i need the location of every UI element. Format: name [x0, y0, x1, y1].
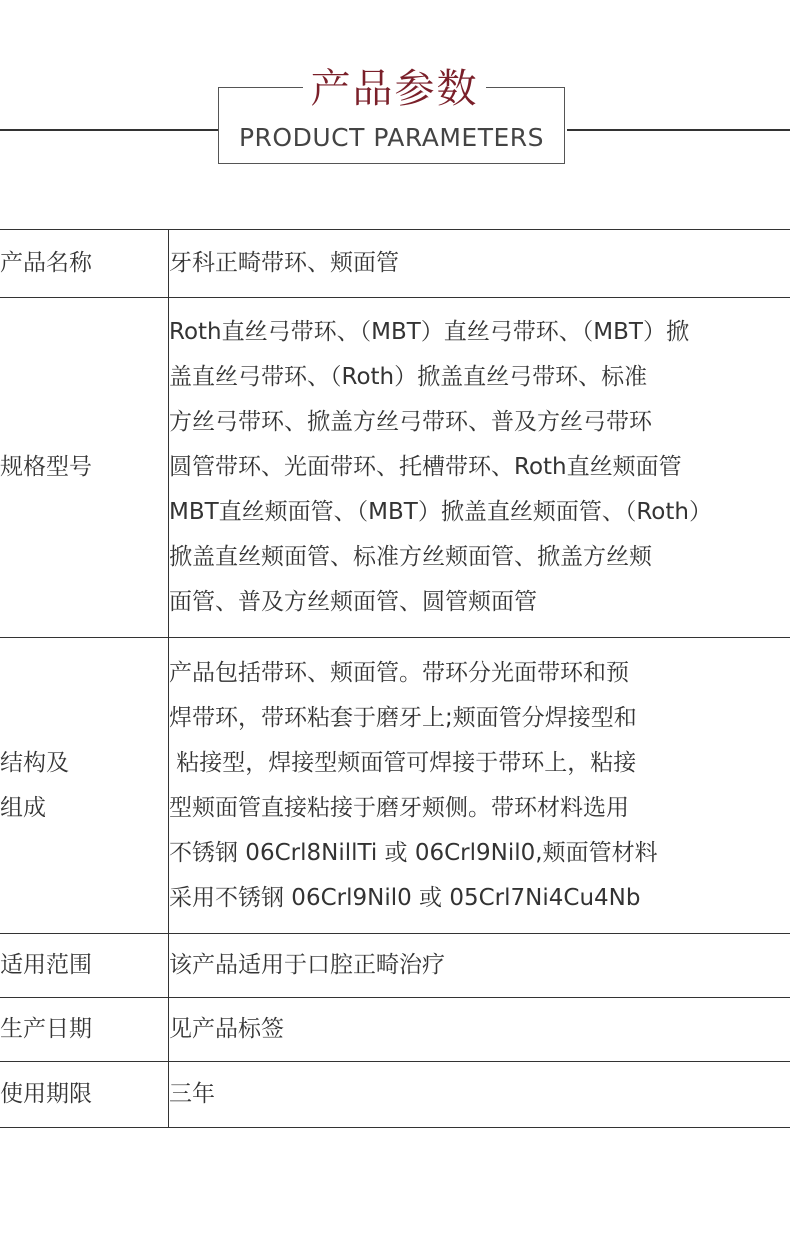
row-value — [169, 638, 790, 934]
row-value — [169, 1062, 790, 1128]
row-label — [0, 230, 169, 298]
row-value — [169, 998, 790, 1062]
row-value-line: 盖直丝弓带环、（Roth）掀盖直丝弓带环、标准 — [169, 364, 648, 390]
row-value — [169, 230, 790, 298]
row-value-line: Roth直丝弓带环、（MBT）直丝弓带环、（MBT）掀 — [169, 319, 689, 345]
row-label — [0, 998, 169, 1062]
row-value-line: 焊带环，带环粘套于磨牙上;颊面管分焊接型和 — [169, 704, 637, 731]
row-label-line: 结构及 — [0, 749, 69, 776]
row-label-line: 组成 — [0, 794, 46, 821]
row-value-line: MBT直丝颊面管、（MBT）掀盖直丝颊面管、（Roth） — [169, 499, 712, 525]
row-label — [0, 638, 169, 934]
row-value — [169, 298, 790, 638]
row-label — [0, 934, 169, 998]
row-label — [0, 298, 169, 638]
table-row-lifetime — [0, 1062, 790, 1128]
row-value-line: 面管、普及方丝颊面管、圆管颊面管 — [169, 589, 537, 615]
row-value-line: 圆管带环、光面带环、托槽带环、Roth直丝颊面管 — [169, 454, 682, 480]
table-row-name — [0, 230, 790, 298]
row-value-line: 三年 — [169, 1081, 215, 1107]
row-value-line: 产品包括带环、颊面管。带环分光面带环和预 — [169, 659, 629, 686]
row-label-line: 使用期限 — [0, 1081, 92, 1107]
page-subtitle: PRODUCT PARAMETERS — [238, 123, 545, 152]
row-value-line: 型颊面管直接粘接于磨牙颊侧。带环材料选用 — [169, 794, 629, 821]
row-label-line: 生产日期 — [0, 1016, 92, 1042]
table-row-specification — [0, 298, 790, 638]
row-label-line: 适用范围 — [0, 952, 92, 978]
table-row-date — [0, 998, 790, 1062]
table-row-structure — [0, 638, 790, 934]
parameters-table — [0, 229, 790, 1128]
row-value-line: 掀盖直丝颊面管、标准方丝颊面管、掀盖方丝颊 — [169, 544, 652, 570]
row-value-line: 该产品适用于口腔正畸治疗 — [169, 952, 445, 978]
header-rule-right — [567, 129, 790, 131]
row-value-line: 采用不锈钢 06Crl9Nil0 或 05Crl7Ni4Cu4Nb — [169, 884, 641, 911]
row-label — [0, 1062, 169, 1128]
header-rule-left — [0, 129, 218, 131]
row-value-line: 不锈钢 06Crl8NillTi 或 06Crl9Nil0,颊面管材料 — [169, 839, 658, 866]
row-label-line: 规格型号 — [0, 454, 92, 480]
row-value-line: 方丝弓带环、掀盖方丝弓带环、普及方丝弓带环 — [169, 409, 652, 435]
row-value-line: 牙科正畸带环、颊面管 — [169, 250, 399, 276]
row-label-line: 产品名称 — [0, 250, 92, 276]
row-value-line: 粘接型，焊接型颊面管可焊接于带环上，粘接 — [169, 749, 637, 776]
row-value-line: 见产品标签 — [169, 1016, 284, 1042]
table-row-scope — [0, 934, 790, 998]
row-value — [169, 934, 790, 998]
page-title: 产品参数 — [303, 60, 486, 118]
